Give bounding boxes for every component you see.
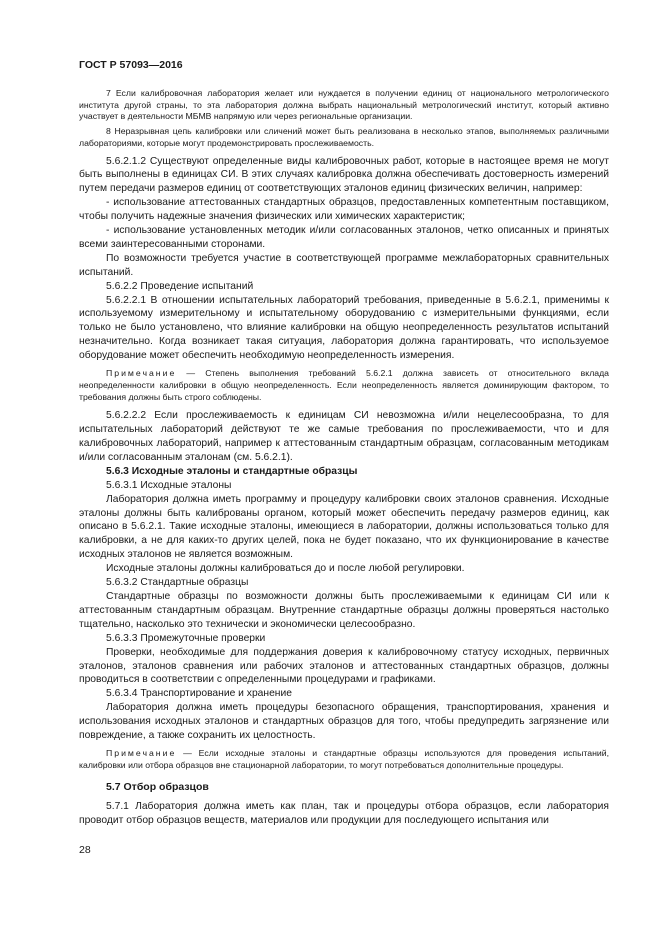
- heading-5-6-3-2: 5.6.3.2 Стандартные образцы: [106, 577, 249, 589]
- paragraph-participation: По возможности требуется участие в соответствующей программе межлабораторных сравнительных испытаний.: [79, 252, 609, 278]
- paragraph-5-6-2-2-2: 5.6.2.2.2 Если прослеживаемость к единицам СИ невозможна и/или нецелесообразна, то для испытательных лабораторий действуют те же самые требования по прослеживаемости, что и для калибровочных лабораторий, например к аттестованным стандартным образцам, согласованным методикам и/или согласованным эталонам (см. 5.6.2.1).: [79, 410, 609, 463]
- paragraph-5-7-1: 5.7.1 Лаборатория должна иметь как план, так и процедуры отбора образцов, если лаборатория проводит отбор образцов веществ, материалов или продукции для последующего испытания или: [79, 801, 609, 827]
- list-item-reference-materials: - использование аттестованных стандартных образцов, предоставленных компетентным поставщиком, чтобы получить надежные значения физических или химических характеристик;: [79, 197, 609, 223]
- paragraph-5-6-3-2: Стандартные образцы по возможности должны быть прослеживаемыми к единицам СИ или к аттестованным стандартным образцам. Внутренние стандартные образцы должны проверяться настолько тщательно, насколько это технически и экономически целесообразно.: [79, 591, 609, 630]
- paragraph-5-6-3-4: Лаборатория должна иметь процедуры безопасного обращения, транспортирования, хранения и использования исходных эталонов и стандартных образцов для того, чтобы предупредить загрязнение или повреждение, а также сохранить их целостность.: [79, 702, 609, 742]
- note-text: — Если исходные эталоны и стандартные образцы используются для проведения испытаний, калибровки или отбора образцов вне стационарной лаборатории, то могут потребоваться дополнительные процедуры.: [79, 747, 609, 770]
- paragraph-5-6-3-1-calibration: Исходные эталоны должны калиброваться до и после любой регулировки.: [106, 563, 465, 575]
- heading-5-6-3-4: 5.6.3.4 Транспортирование и хранение: [106, 688, 292, 700]
- heading-5-7: 5.7 Отбор образцов: [106, 781, 209, 794]
- heading-5-6-3: 5.6.3 Исходные эталоны и стандартные образцы: [106, 465, 358, 477]
- note-text: — Степень выполнения требований 5.6.2.1 должна зависеть от относительного вклада неопределенности калибровки в общую неопределенность. Если неопределенность является доминирующим фактором, то требования должны быть строго соблюдены.: [79, 368, 609, 402]
- heading-5-6-2-2: 5.6.2.2 Проведение испытаний: [106, 280, 254, 292]
- note-1: [79, 368, 609, 403]
- paragraph-5-6-3-1: Лаборатория должна иметь программу и процедуру калибровки своих эталонов сравнения. Исходные эталоны должны быть калиброваны органом, который может обеспечить передачу размеров единиц, как описано в 5.6.2.1. Такие исходные эталоны, имеющиеся в лаборатории, должны использоваться только для калибровки, а не для каких-то других целей, пока не будет показано, что их функционирование в качестве исходных эталонов не является возможным.: [79, 493, 609, 561]
- paragraph-5-6-2-2-1: 5.6.2.2.1 В отношении испытательных лабораторий требования, приведенные в 5.6.2.1, применимы к используемому измерительному и испытательному оборудованию с измерительными функциями, если только не было установлено, что влияние калибровки на общую неопределенность результатов испытаний незначительно. Когда возникает такая ситуация, лаборатория должна гарантировать, что используемое оборудование может обеспечить необходимую неопределенность измерения.: [79, 294, 609, 362]
- page-number: 28: [79, 844, 91, 856]
- page-body: [79, 88, 609, 828]
- footnote-8: 8 Неразрывная цепь калибровки или сличений может быть реализована в несколько этапов, выполняемых различными лабораториями, которые могут продемонстрировать прослеживаемость.: [79, 126, 609, 148]
- heading-5-6-3-3: 5.6.3.3 Промежуточные проверки: [106, 632, 266, 644]
- heading-5-6-3-1: 5.6.3.1 Исходные эталоны: [106, 479, 232, 491]
- footnote-7: 7 Если калибровочная лаборатория желает или нуждается в получении единиц от национального метрологического института другой страны, то эта лаборатория должна выбрать национальный метрологический институт, который активно участвует в деятельности МБМВ напрямую или через региональные организации.: [79, 88, 609, 122]
- document-code: ГОСТ Р 57093—2016: [79, 59, 183, 71]
- note-label: Примечание: [106, 368, 177, 379]
- paragraph-5-6-3-3: Проверки, необходимые для поддержания доверия к калибровочному статусу исходных, первичных эталонов, эталонов сравнения или рабочих эталонов и аттестованных стандартных образцов, должны проводиться в соответствии с определенными процедурами и графиками.: [79, 646, 609, 686]
- note-2: [79, 748, 609, 771]
- note-label: Примечание: [106, 747, 177, 758]
- list-item-methods: - использование установленных методик и/или согласованных эталонов, четко описанных и принятых всеми заинтересованными сторонами.: [79, 225, 609, 250]
- paragraph-5-6-2-1-2: 5.6.2.1.2 Существуют определенные виды калибровочных работ, которые в настоящее время не могут быть выполнены в единицах СИ. В этих случаях калибровка должна обеспечивать достоверность измерений путем передачи размеров единиц от соответствующих эталонов единиц физических величин, например:: [79, 155, 609, 195]
